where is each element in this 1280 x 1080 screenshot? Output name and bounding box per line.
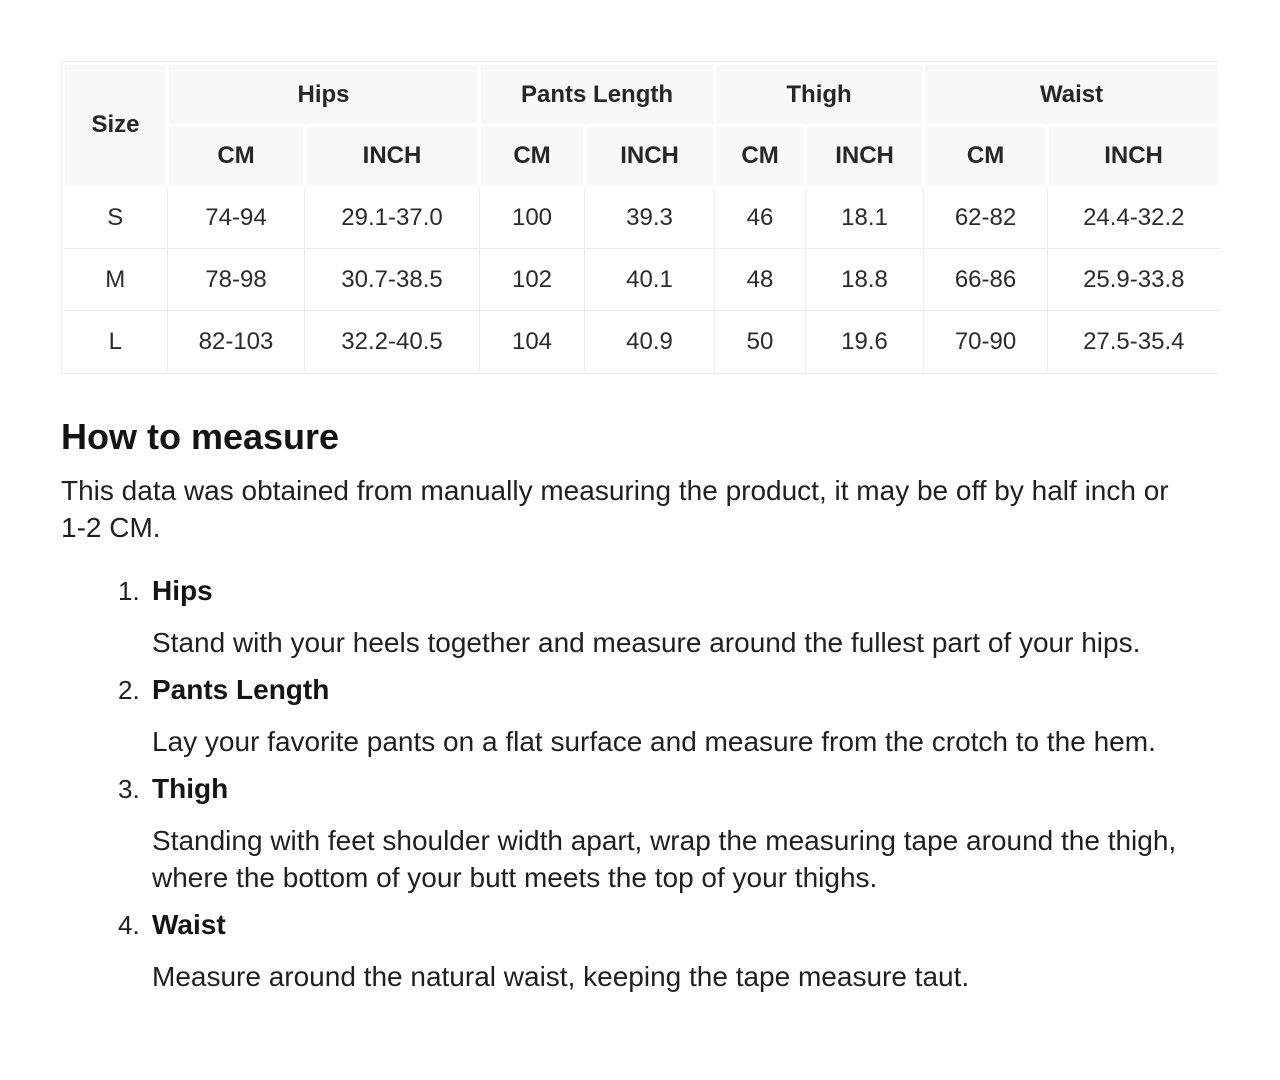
step-header: [118, 770, 1219, 813]
table-unit-header-row: [64, 126, 1220, 187]
row-l-pants-inch: 40.9: [585, 311, 715, 373]
unit-header-thigh-inch: INCH: [806, 126, 924, 187]
row-m-waist-inch: 25.9-33.8: [1048, 249, 1220, 311]
row-m-hips-cm: 78-98: [168, 249, 305, 311]
measure-steps-list: [61, 572, 1219, 995]
row-m-waist-cm: 66-86: [924, 249, 1048, 311]
row-l-waist-inch: 27.5-35.4: [1048, 311, 1220, 373]
row-l-size-label: L: [64, 311, 168, 373]
measure-step-waist: [61, 906, 1219, 995]
row-m-thigh-inch: 18.8: [806, 249, 924, 311]
unit-header-waist-inch: INCH: [1048, 126, 1220, 187]
row-s-waist-inch: 24.4-32.2: [1048, 187, 1220, 249]
row-s-hips-inch: 29.1-37.0: [305, 187, 480, 249]
row-l-thigh-cm: 50: [715, 311, 806, 373]
size-chart: [62, 62, 1221, 373]
col-group-hips: Hips: [168, 64, 480, 126]
row-s-pants-cm: 100: [480, 187, 585, 249]
step-title: Thigh: [152, 772, 229, 804]
row-s-thigh-cm: 46: [715, 187, 806, 249]
step-number: 4.: [118, 909, 140, 940]
table-row-size-l: [64, 311, 1220, 373]
row-s-size-label: S: [64, 187, 168, 249]
step-number: 3.: [118, 773, 140, 804]
table-row-size-s: [64, 187, 1220, 249]
step-number: 2.: [118, 674, 140, 705]
col-group-pants-length: Pants Length: [480, 64, 715, 126]
how-to-measure-heading: How to measure: [61, 415, 340, 457]
unit-header-hips-cm: CM: [168, 126, 305, 187]
unit-header-pants-inch: INCH: [585, 126, 715, 187]
row-l-hips-cm: 82-103: [168, 311, 305, 373]
unit-header-thigh-cm: CM: [715, 126, 806, 187]
row-s-pants-inch: 39.3: [585, 187, 715, 249]
unit-header-pants-cm: CM: [480, 126, 585, 187]
size-chart-table: [61, 61, 1219, 374]
row-m-thigh-cm: 48: [715, 249, 806, 311]
table-group-header-row: [64, 64, 1220, 126]
measure-step-thigh: [61, 770, 1219, 896]
unit-header-hips-inch: INCH: [305, 126, 480, 187]
row-m-size-label: M: [64, 249, 168, 311]
row-l-pants-cm: 104: [480, 311, 585, 373]
step-description: Stand with your heels together and measure around the fullest part of your hips.: [152, 626, 1141, 658]
row-m-pants-cm: 102: [480, 249, 585, 311]
row-s-hips-cm: 74-94: [168, 187, 305, 249]
step-number: 1.: [118, 575, 140, 606]
row-l-hips-inch: 32.2-40.5: [305, 311, 480, 373]
row-m-hips-inch: 30.7-38.5: [305, 249, 480, 311]
step-header: [118, 572, 1219, 615]
step-description: Lay your favorite pants on a flat surface and measure from the crotch to the hem.: [152, 725, 1156, 757]
row-l-thigh-inch: 19.6: [806, 311, 924, 373]
unit-header-waist-cm: CM: [924, 126, 1048, 187]
step-title: Hips: [152, 574, 213, 606]
measure-step-hips: [61, 572, 1219, 661]
col-group-waist: Waist: [924, 64, 1220, 126]
row-s-waist-cm: 62-82: [924, 187, 1048, 249]
col-group-thigh: Thigh: [715, 64, 924, 126]
step-title: Waist: [152, 908, 226, 940]
measure-step-pants-length: [61, 671, 1219, 760]
row-s-thigh-inch: 18.1: [806, 187, 924, 249]
measurement-disclaimer-text: This data was obtained from manually measuring the product, it may be off by half inch or 1-2 CM.: [61, 474, 1169, 543]
row-m-pants-inch: 40.1: [585, 249, 715, 311]
step-header: [118, 671, 1219, 714]
step-description: Measure around the natural waist, keeping the tape measure taut.: [152, 960, 970, 992]
step-description: Standing with feet shoulder width apart, wrap the measuring tape around the thigh, where the bottom of your butt meets the top of your thighs.: [152, 824, 1177, 893]
step-title: Pants Length: [152, 673, 330, 705]
row-l-waist-cm: 70-90: [924, 311, 1048, 373]
table-row-size-m: [64, 249, 1220, 311]
step-header: [118, 906, 1219, 949]
col-header-size: Size: [64, 64, 168, 187]
